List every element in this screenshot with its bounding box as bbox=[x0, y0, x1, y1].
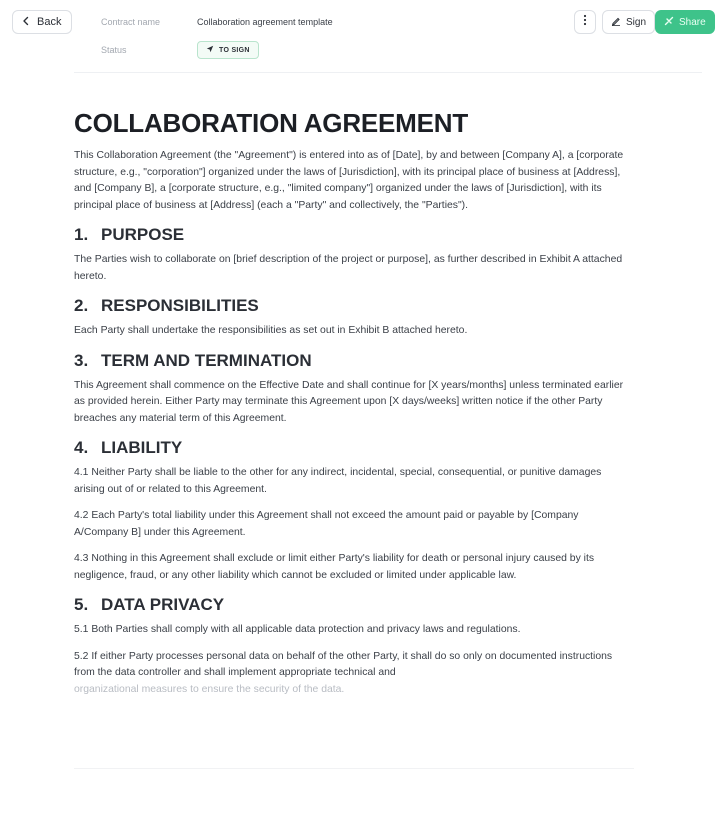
back-button[interactable] bbox=[12, 10, 72, 34]
section-paragraph: 4.2 Each Party's total liability under this Agreement shall not exceed the amount paid or payable by [Company A/Company B] under this Agreement. bbox=[74, 510, 579, 538]
section-number: 4. bbox=[74, 438, 89, 457]
share-button-label: Share bbox=[679, 16, 706, 28]
section-heading-responsibilities bbox=[74, 295, 634, 317]
intro-paragraph: This Collaboration Agreement (the "Agreement") is entered into as of [Date], by and between [Company A], a [corporate structure, e.g., "corporation"] organized under the laws of [Jurisdiction], with its principal place of business at [Address], and [Company B], a [corporate structure, e.g., "limited company"] organized under the laws of [Jurisdiction], with its principal place of business at [Address] (each a "Party" and collectively, the "Parties"). bbox=[74, 150, 624, 211]
section-title: LIABILITY bbox=[101, 438, 183, 457]
section-number: 2. bbox=[74, 296, 89, 315]
section-paragraph-faded: organizational measures to ensure the security of the data. bbox=[74, 683, 345, 695]
pen-signature-icon bbox=[611, 16, 621, 29]
share-icon bbox=[664, 16, 674, 29]
document-title: COLLABORATION AGREEMENT bbox=[74, 108, 469, 138]
section-number: 3. bbox=[74, 350, 89, 370]
header-divider bbox=[74, 72, 702, 73]
status-label: Status bbox=[101, 45, 127, 55]
section-paragraph: The Parties wish to collaborate on [brief description of the project or purpose], as further described in Exhibit A attached hereto. bbox=[74, 254, 623, 282]
contract-name-label: Contract name bbox=[101, 17, 161, 27]
document-body bbox=[74, 106, 634, 708]
section-paragraph: This Agreement shall commence on the Effective Date and shall continue for [X years/months] unless terminated earlier as provided herein. Either Party may terminate this Agreement upon [X days/weeks] written notice if the other Party breaches any material term of this Agreement. bbox=[74, 379, 624, 424]
section-title: PURPOSE bbox=[101, 225, 185, 244]
section-title: RESPONSIBILITIES bbox=[101, 296, 259, 315]
content-fade-overlay bbox=[60, 724, 660, 768]
back-button-label: Back bbox=[37, 16, 62, 28]
status-badge-label: TO SIGN bbox=[219, 46, 250, 54]
section-number: 5. bbox=[74, 595, 89, 614]
sign-button[interactable] bbox=[602, 10, 655, 34]
chevron-left-icon bbox=[21, 16, 31, 29]
section-heading-term-and-termination bbox=[74, 350, 634, 372]
send-icon bbox=[206, 45, 214, 55]
section-title: TERM AND TERMINATION bbox=[101, 350, 312, 370]
vertical-dots-icon bbox=[583, 13, 587, 31]
section-number: 1. bbox=[74, 225, 89, 244]
bottom-divider bbox=[74, 768, 634, 769]
section-paragraph: Each Party shall undertake the responsibilities as set out in Exhibit B attached hereto. bbox=[74, 325, 468, 336]
section-paragraph: 5.2 If either Party processes personal data on behalf of the other Party, it shall do so only on documented instructions from the data controller and shall implement appropriate technical and bbox=[74, 650, 613, 678]
section-paragraph: 4.1 Neither Party shall be liable to the other for any indirect, incidental, special, consequential, or punitive damages arising out of or related to this Agreement. bbox=[74, 467, 602, 495]
section-heading-liability bbox=[74, 437, 634, 459]
section-heading-data-privacy bbox=[74, 594, 634, 616]
contract-name-value[interactable]: Collaboration agreement template bbox=[197, 17, 333, 27]
status-badge[interactable] bbox=[197, 41, 259, 59]
sign-button-label: Sign bbox=[626, 16, 647, 28]
section-title: DATA PRIVACY bbox=[101, 595, 225, 614]
top-bar bbox=[0, 0, 720, 72]
more-options-button[interactable] bbox=[574, 10, 596, 34]
section-heading-purpose bbox=[74, 224, 634, 246]
share-button[interactable] bbox=[655, 10, 715, 34]
section-paragraph: 5.1 Both Parties shall comply with all applicable data protection and privacy laws and regulations. bbox=[74, 624, 521, 635]
section-paragraph: 4.3 Nothing in this Agreement shall exclude or limit either Party's liability for death or personal injury caused by its negligence, fraud, or any other liability which cannot be excluded or limited under applicable law. bbox=[74, 553, 595, 581]
